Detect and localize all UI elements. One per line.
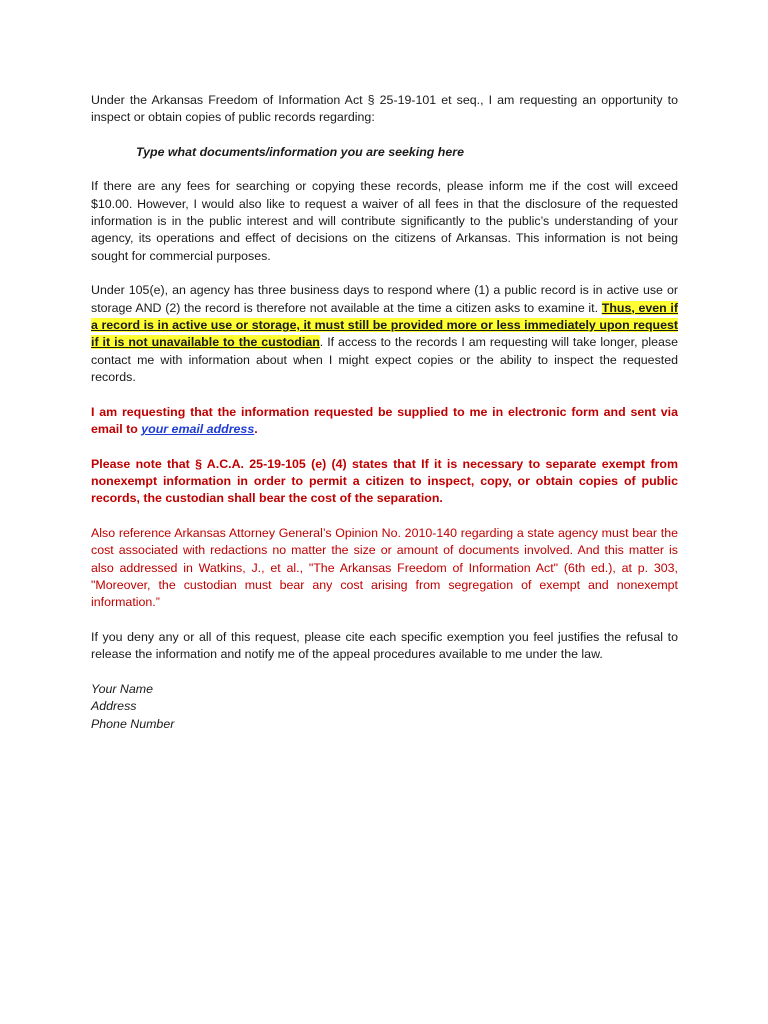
documents-placeholder: Type what documents/information you are seeking here: [136, 144, 464, 159]
signature-name: Your Name: [91, 681, 153, 696]
electronic-request-text: I am requesting that the information requested be supplied to me in electronic form and sent via email to: [91, 404, 678, 437]
electronic-form-request: [91, 404, 678, 439]
intro-paragraph: Under the Arkansas Freedom of Information Act § 25-19-101 et seq., I am requesting an opportunity to inspect or obtain copies of public records regarding:: [91, 93, 678, 125]
signature-address: Address: [91, 699, 137, 714]
aca-note-paragraph: Please note that § A.C.A. 25-19-105 (e) (4) states that If it is necessary to separate exempt from nonexempt information in order to permit a citizen to inspect, copy, or obtain copies of public records, the custodian shall bear the cost of the separation.: [91, 456, 678, 506]
email-address-link[interactable]: your email address: [141, 422, 255, 437]
electronic-request-period: .: [254, 422, 258, 437]
letter-document: [91, 92, 678, 733]
response-text-start: Under 105(e), an agency has three business days to respond where (1) a public record is in active use or storage AND (2) the record is therefore not available at the time a citizen asks to examine it.: [91, 283, 678, 315]
response-text-end: . If access to the records I am requesting will take longer, please contact me with information about when I might expect copies or the ability to inspect the requested records.: [91, 335, 678, 385]
denial-paragraph: If you deny any or all of this request, please cite each specific exemption you feel justifies the refusal to release the information and notify me of the appeal procedures available to me under the law.: [91, 629, 678, 662]
ag-opinion-paragraph: Also reference Arkansas Attorney General’s Opinion No. 2010-140 regarding a state agency must bear the cost associated with redactions no matter the size or amount of documents involved. And this matter is also addressed in Watkins, J., et al., "The Arkansas Freedom of Information Act" (6th ed.), at p. 303, "Moreover, the custodian must bear any cost arising from segregation of exempt and nonexempt information.”: [91, 525, 678, 610]
fees-paragraph: If there are any fees for searching or copying these records, please inform me if the cost will exceed $10.00. However, I would also like to request a waiver of all fees in that the disclosure of the requested information is in the public interest and will contribute significantly to the public’s understanding of your agency, its operations and effect of decisions on the citizens of Arkansas. This information is not being sought for commercial purposes.: [91, 179, 678, 263]
highlighted-custodian-text: Thus, even if a record is in active use or storage, it must still be provided more or less immediately upon request if it is not unavailable to the custodian: [91, 300, 678, 350]
signature-block: [91, 681, 678, 734]
response-time-paragraph: [91, 282, 678, 386]
signature-phone: Phone Number: [91, 716, 175, 731]
